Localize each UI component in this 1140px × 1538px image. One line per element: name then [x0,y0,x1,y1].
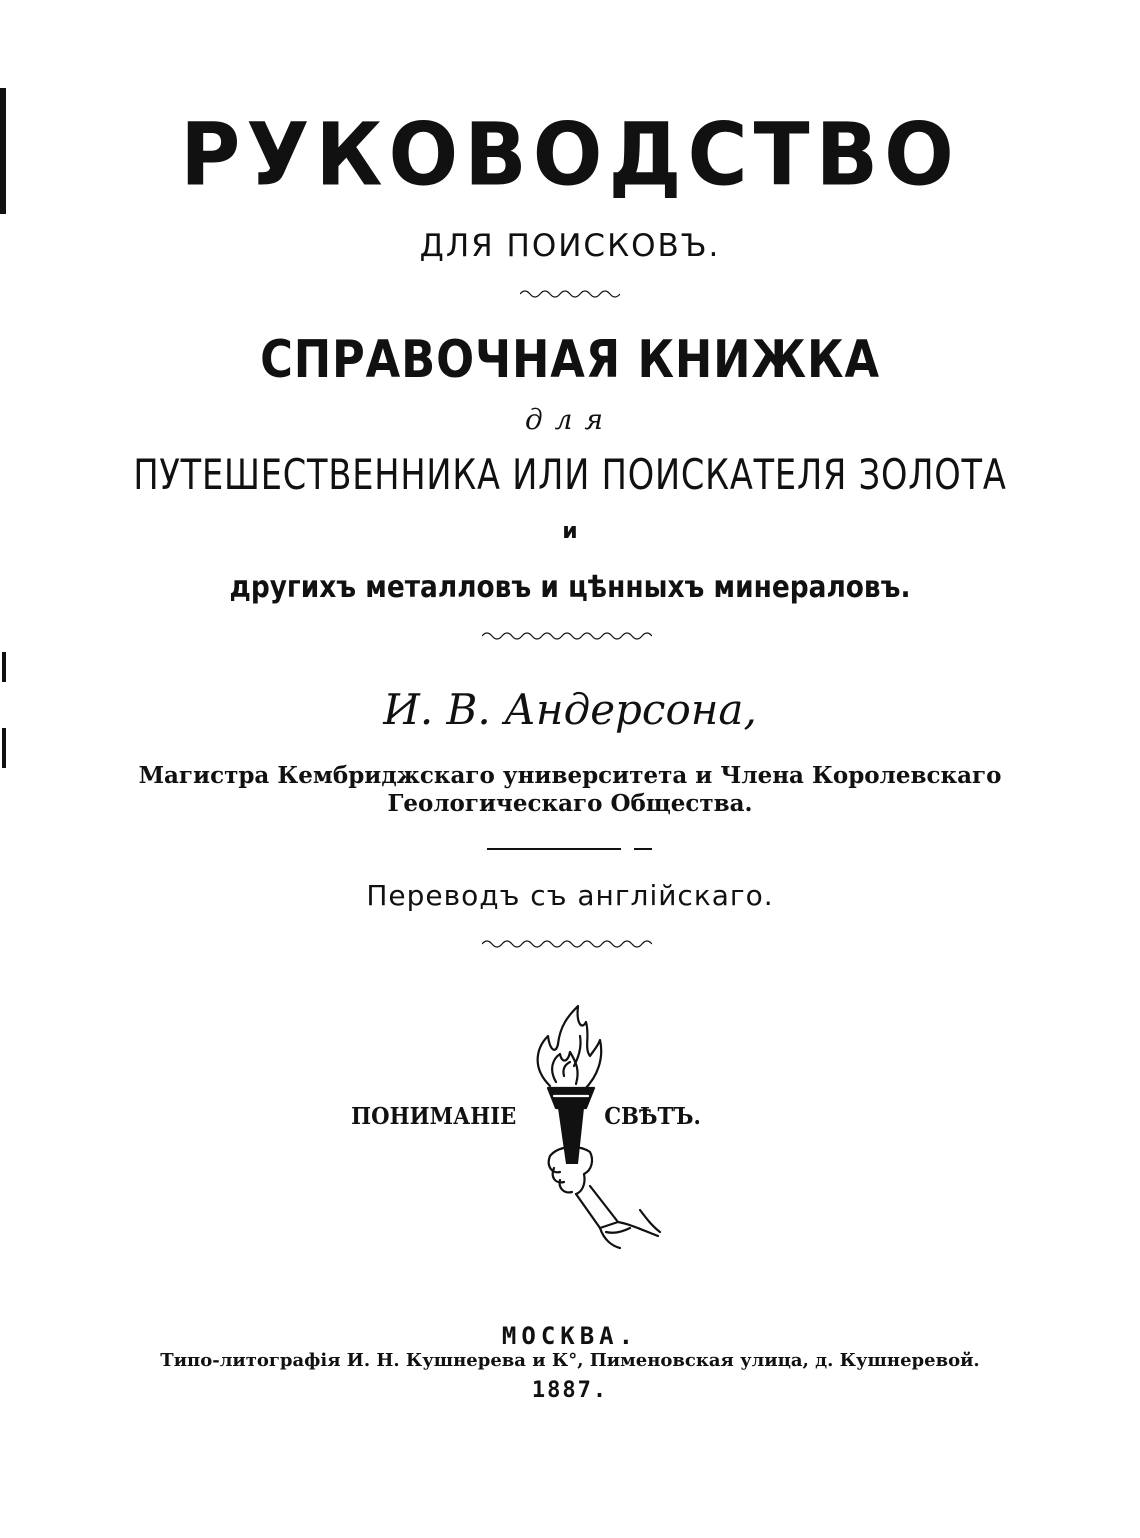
motto-left: ПОНИМАНІЕ [351,1103,517,1130]
book-title: РУКОВОДСТВО [180,105,960,206]
motto-right: СВѢТЪ. [604,1103,701,1130]
translation-note: Переводъ съ англійскаго. [366,879,774,912]
imprint-press: Типо-литографія И. Н. Кушнерева и К°, Пименовская улица, д. Кушнеревой. [160,1350,980,1371]
heading-metals-minerals: другихъ металловъ и цѣнныхъ минераловъ. [229,570,911,605]
author-affiliation-line2: Геологическаго Общества. [387,790,753,817]
author-affiliation-line1: Магистра Кембриджскаго университета и Члена Королевскаго [138,762,1002,789]
divider-rule [487,848,621,850]
heading-reference-book: СПРАВОЧНАЯ КНИЖКА [260,330,880,390]
scan-edge-mark-middle [2,652,6,682]
wavy-ornament-icon [482,630,652,642]
wavy-ornament-icon [520,288,620,300]
wavy-ornament-icon [482,938,652,950]
heading-traveller-gold: ПУТЕШЕСТВЕННИКА ИЛИ ПОИСКАТЕЛЯ ЗОЛОТА [133,450,1007,499]
imprint-year: 1887. [531,1378,609,1403]
heading-and-word: и [562,519,578,544]
author-name: И. В. Андерсона, [383,685,757,734]
heading-for-word: для [524,403,616,436]
divider-rule-dash [634,848,652,850]
book-subtitle: ДЛЯ ПОИСКОВЪ. [419,228,721,264]
imprint-city: МОСКВА. [501,1322,639,1350]
